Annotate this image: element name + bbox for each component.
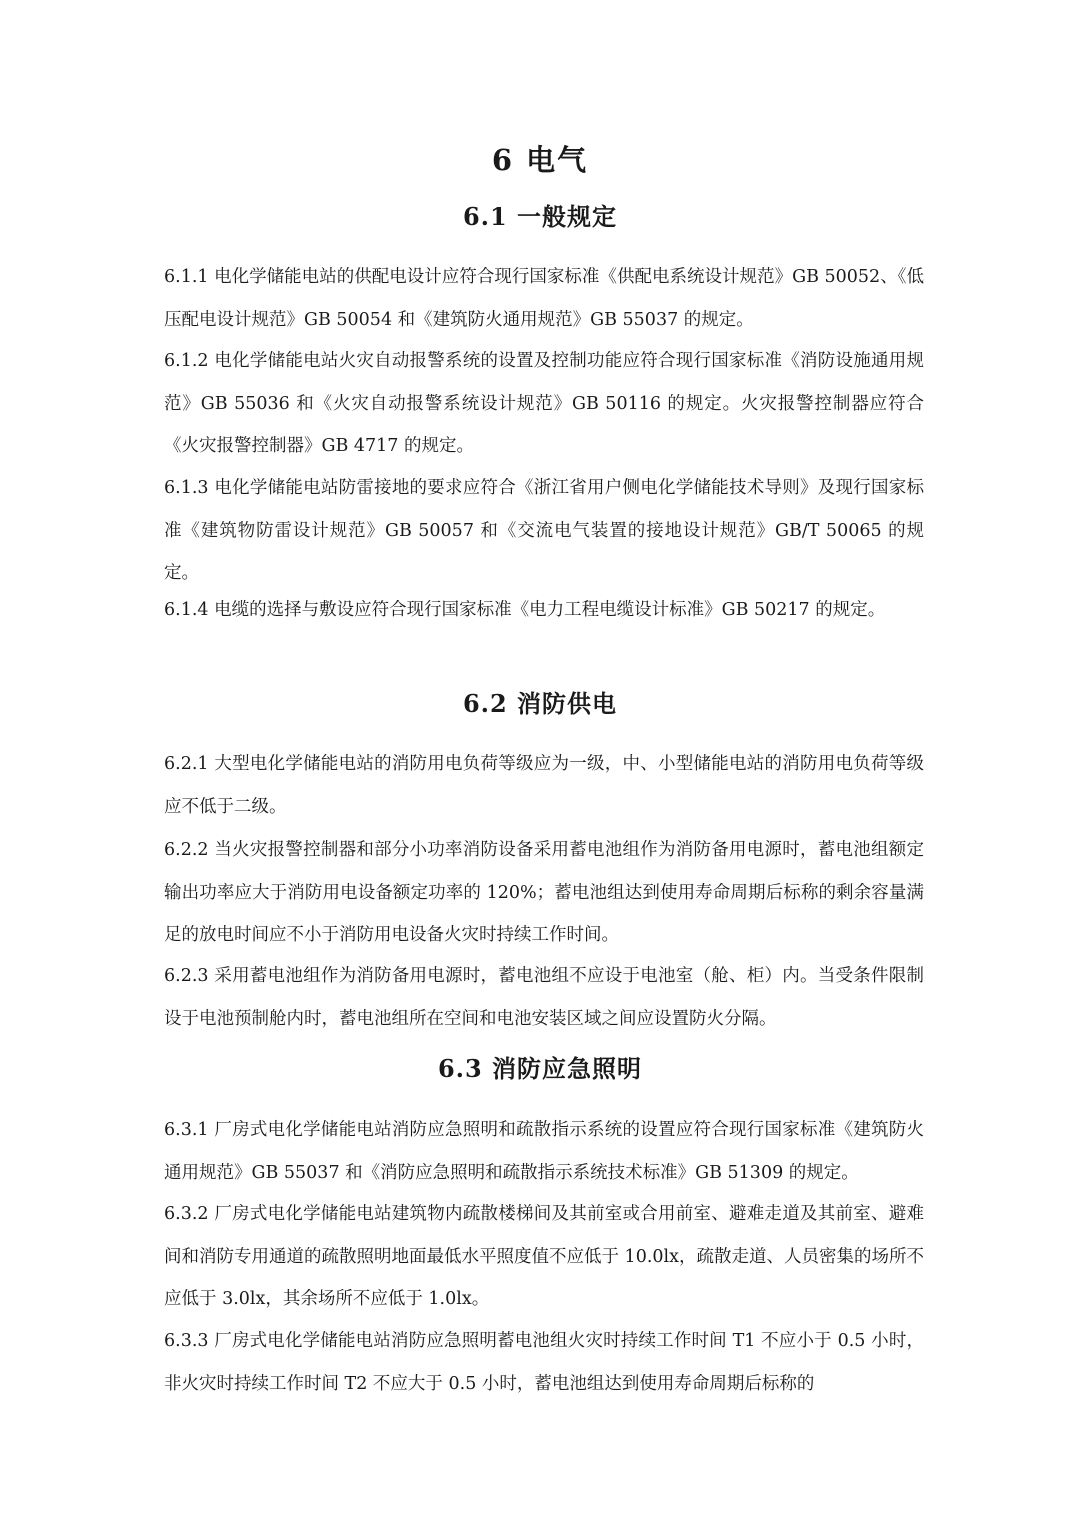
clause-6-3-1: 6.3.1 厂房式电化学储能电站消防应急照明和疏散指示系统的设置应符合现行国家标准《建筑防火通用规范》GB 55037 和《消防应急照明和疏散指示系统技术标准》GB 51309 的规定。 (164, 1120, 924, 1183)
clause-6-1-1: 6.1.1 电化学储能电站的供配电设计应符合现行国家标准《供配电系统设计规范》GB 50052、《低压配电设计规范》GB 50054 和《建筑防火通用规范》GB 55037 的规定。 (164, 267, 924, 330)
clause-6-1-2: 6.1.2 电化学储能电站火灾自动报警系统的设置及控制功能应符合现行国家标准《消防设施通用规范》GB 55036 和《火灾自动报警系统设计规范》GB 50116 的规定。火灾报警控制器应符合《火灾报警控制器》GB 4717 的规定。 (164, 351, 924, 456)
clause-6-3-2: 6.3.2 厂房式电化学储能电站建筑物内疏散楼梯间及其前室或合用前室、避难走道及其前室、避难间和消防专用通道的疏散照明地面最低水平照度值不应低于 10.0lx，疏散走道、人员密集的场所不应低于 3.0lx，其余场所不应低于 1.0lx。 (164, 1204, 924, 1309)
clause-6-1-4: 6.1.4 电缆的选择与敷设应符合现行国家标准《电力工程电缆设计标准》GB 50217 的规定。 (164, 600, 886, 620)
clause-6-1-3: 6.1.3 电化学储能电站防雷接地的要求应符合《浙江省用户侧电化学储能技术导则》及现行国家标准《建筑物防雷设计规范》GB 50057 和《交流电气装置的接地设计规范》GB/T 50065 的规定。 (164, 478, 924, 583)
clause-6-3-3: 6.3.3 厂房式电化学储能电站消防应急照明蓄电池组火灾时持续工作时间 T1 不应小于 0.5 小时，非火灾时持续工作时间 T2 不应大于 0.5 小时，蓄电池组达到使用寿命周期后标称的 (164, 1331, 924, 1394)
clause-6-2-3: 6.2.3 采用蓄电池组作为消防备用电源时，蓄电池组不应设于电池室（舱、柜）内。当受条件限制设于电池预制舱内时，蓄电池组所在空间和电池安装区域之间应设置防火分隔。 (164, 966, 924, 1029)
section-title-6-2: 6.2 消防供电 (462, 689, 618, 718)
clause-6-2-1: 6.2.1 大型电化学储能电站的消防用电负荷等级应为一级，中、小型储能电站的消防用电负荷等级应不低于二级。 (164, 754, 924, 817)
chapter-title: 6 电气 (491, 143, 589, 177)
clause-6-2-2: 6.2.2 当火灾报警控制器和部分小功率消防设备采用蓄电池组作为消防备用电源时，蓄电池组额定输出功率应大于消防用电设备额定功率的 120%；蓄电池组达到使用寿命周期后标称的剩余容量满足的放电时间应不小于消防用电设备火灾时持续工作时间。 (164, 840, 924, 945)
section-title-6-3: 6.3 消防应急照明 (437, 1054, 643, 1083)
section-title-6-1: 6.1 一般规定 (462, 202, 618, 231)
